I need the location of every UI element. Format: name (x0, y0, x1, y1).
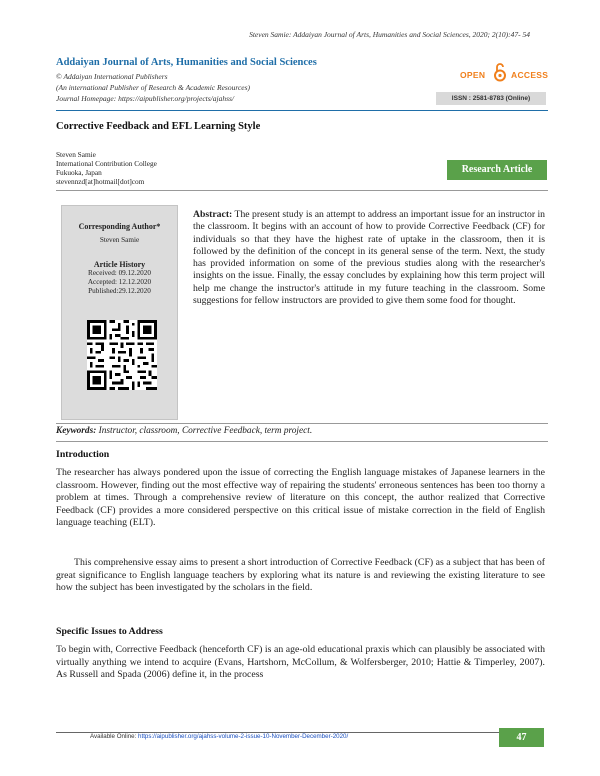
intro-paragraph-2: This comprehensive essay aims to present a short introduction of Corrective Feedback (CF) as a subject that has been of great significance to English language teachers by exploring what its nature is and reviewing the existing literature to see how the subject has been investigated by the scholars in the field. (56, 557, 545, 594)
journal-homepage (56, 94, 234, 103)
author-affiliation: International Contribution College (56, 159, 157, 168)
author-location: Fukuoka, Japan (56, 168, 102, 177)
publisher: © Addaiyan International Publishers (56, 72, 168, 81)
abstract-text: The present study is an attempt to address an important issue for an instructor in the classroom. It begins with an account of how to provide Corrective Feedback (CF) for individuals so that they have the highest rate of uptake in the classroom, then it is followed by the definition of the concept in its general sense of the term. Next, the study has provided information on some of the previous studies along with the researcher's insights on the issue. Finally, the essay concludes by explaining how this term project will help me change the instructor's attitude in my future teaching in the classroom. Some suggestions for fellow instructors are provided to give them some food for thought. (193, 209, 545, 307)
author-block (56, 150, 157, 186)
research-article-badge: Research Article (447, 160, 547, 180)
oa-access-text: ACCESS (511, 70, 549, 80)
open-access-logo (460, 64, 550, 86)
received-date: Received: 09.12.2020 (88, 269, 151, 277)
author-divider (56, 190, 548, 191)
footer-label: Available Online: (90, 733, 139, 740)
introduction-heading: Introduction (56, 449, 110, 460)
homepage-label: Journal Homepage: (56, 94, 119, 103)
journal-title: Addaiyan Journal of Arts, Humanities and Social Sciences (56, 57, 317, 68)
keywords-divider (56, 441, 548, 442)
author-email: stevennzd[at]hotmail[dot]com (56, 177, 145, 186)
corresponding-author-label: Corresponding Author* (78, 222, 161, 231)
abstract-label: Abstract: (193, 209, 233, 220)
accepted-date: Accepted: 12.12.2020 (87, 278, 152, 286)
specific-paragraph-1: To begin with, Corrective Feedback (henceforth CF) is an age-old educational praxis which can plausibly be associated with virtually anything we intend to acquire (Evans, Hartshorn, McCollum, & Wolfersberger, 2010; Hattie & Timperley, 2007). As Russell and Spada (2006) define it, in the process (56, 644, 545, 681)
qr-code[interactable] (87, 320, 157, 390)
intro-paragraph-1: The researcher has always pondered upon the issue of correcting the English language mistakes of Japanese learners in the classroom. However, finding out the most effective way of repairing the students' erroneous sentences has been too thorny a problem at times. Through a comprehensive review of literature on this concept, the author realized that Corrective Feedback (CF) provides a more considered perspective on this critical issue of mistake correction in the field of English language teaching (ELT). (56, 467, 545, 529)
open-lock-icon (494, 62, 506, 82)
oa-open-text: OPEN (460, 70, 486, 80)
keywords-text: Instructor, classroom, Corrective Feedback, term project. (96, 426, 313, 436)
article-info-box (61, 205, 178, 420)
running-head: Steven Samie: Addaiyan Journal of Arts, Humanities and Social Sciences, 2020; 2(10):47- 54 (249, 30, 530, 39)
paper-title: Corrective Feedback and EFL Learning Style (56, 121, 261, 132)
footer-availability (90, 733, 348, 740)
homepage-link[interactable]: https://aipublisher.org/projects/ajahss/ (118, 94, 234, 103)
corresponding-author-name: Steven Samie (99, 236, 140, 244)
abstract-divider (56, 423, 548, 424)
keywords (56, 426, 312, 436)
published-date: Published:29.12.2020 (88, 287, 151, 295)
keywords-label: Keywords: (56, 426, 97, 436)
abstract (193, 209, 545, 307)
page-number: 47 (499, 728, 544, 747)
footer-link[interactable]: https://aipublisher.org/ajahss-volume-2-issue-10-November-December-2020/ (138, 733, 349, 740)
issn-badge: ISSN : 2581-8783 (Online) (436, 92, 546, 105)
header-divider (56, 110, 548, 111)
publisher-note: (An international Publisher of Research & Academic Resources) (56, 83, 251, 92)
article-history-label: Article History (93, 260, 146, 269)
author-name: Steven Samie (56, 150, 96, 159)
specific-issues-heading: Specific Issues to Address (56, 626, 163, 637)
